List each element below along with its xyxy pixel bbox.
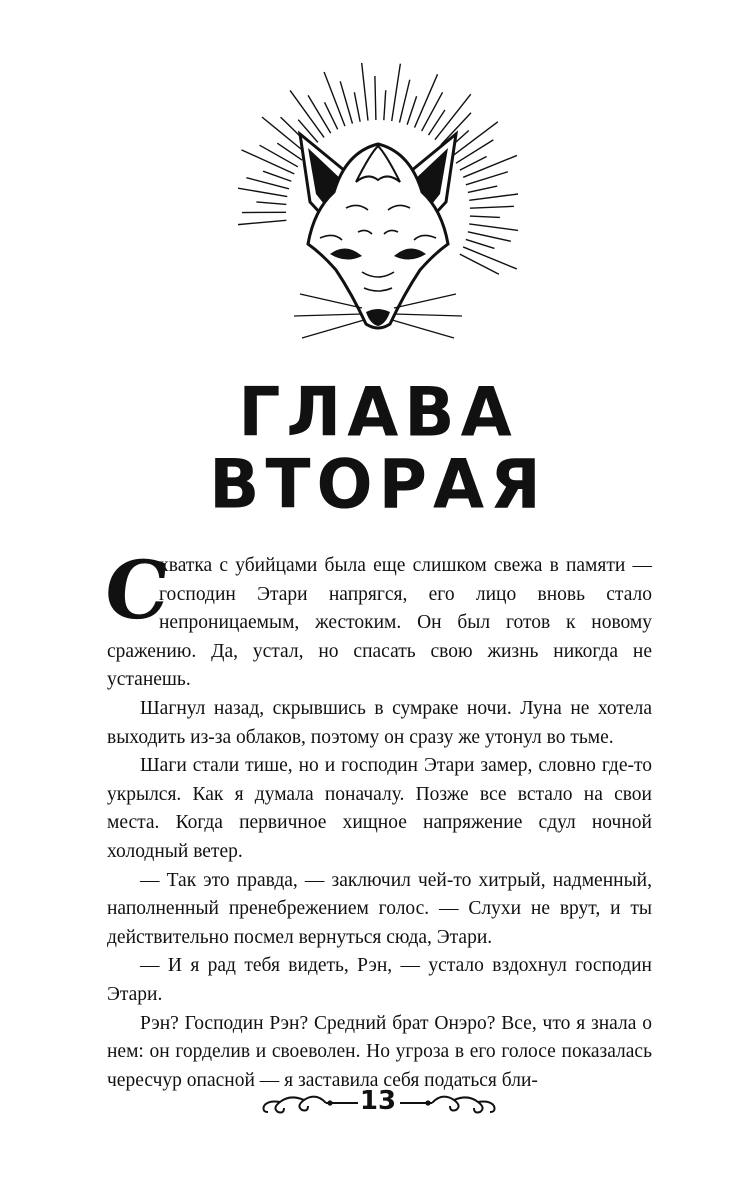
paragraph-1 (100, 543, 652, 695)
chapter-title-line2: ВТОРАЯ (209, 445, 547, 524)
paragraph-1-text: хватка с убийцами была еще слишком свежа в памяти — господин Этари напрягся, его лицо вновь стало непроницаемым, жестоким. Он был готов к новому сражению. Да, устал, но спасать свою жизнь никогда не устанешь. (107, 555, 652, 691)
drop-cap: С (100, 543, 174, 637)
flourish-ornament-icon (398, 1090, 498, 1116)
paragraph-2: Шагнул назад, скрывшись в сумраке ночи. Луна не хотела выходить из-за облаков, поэтому он сразу же утонул во тьме. (107, 697, 652, 748)
paragraph-5: — И я рад тебя видеть, Рэн, — устало вздохнул господин Этари. (107, 955, 652, 1005)
page-number: 13 (359, 1086, 397, 1116)
paragraph-4: — Так это правда, — заключил чей-то хитрый, надменный, наполненный пренебрежением голос. — Слухи не врут, и ты действительно посмел вернуться сюда, Этари. (107, 869, 652, 948)
page-footer (0, 1082, 756, 1122)
fox-head-icon (238, 32, 518, 352)
chapter-title-line1: ГЛАВА (238, 373, 518, 452)
paragraph-6: Рэн? Господин Рэн? Средний брат Онэро? Все, что я знала о нем: он горделив и своеволен. Но угроза в его голосе показалась чересчур опасной — я заставила себя податься бли- (107, 1012, 652, 1091)
body-text (100, 543, 652, 1095)
paragraph-3: Шаги стали тише, но и господин Этари замер, словно где-то укрылся. Как я думала поначалу. Позже все встало на свои места. Когда первичное хищное напряжение сдул ночной холодный ветер. (107, 755, 652, 862)
